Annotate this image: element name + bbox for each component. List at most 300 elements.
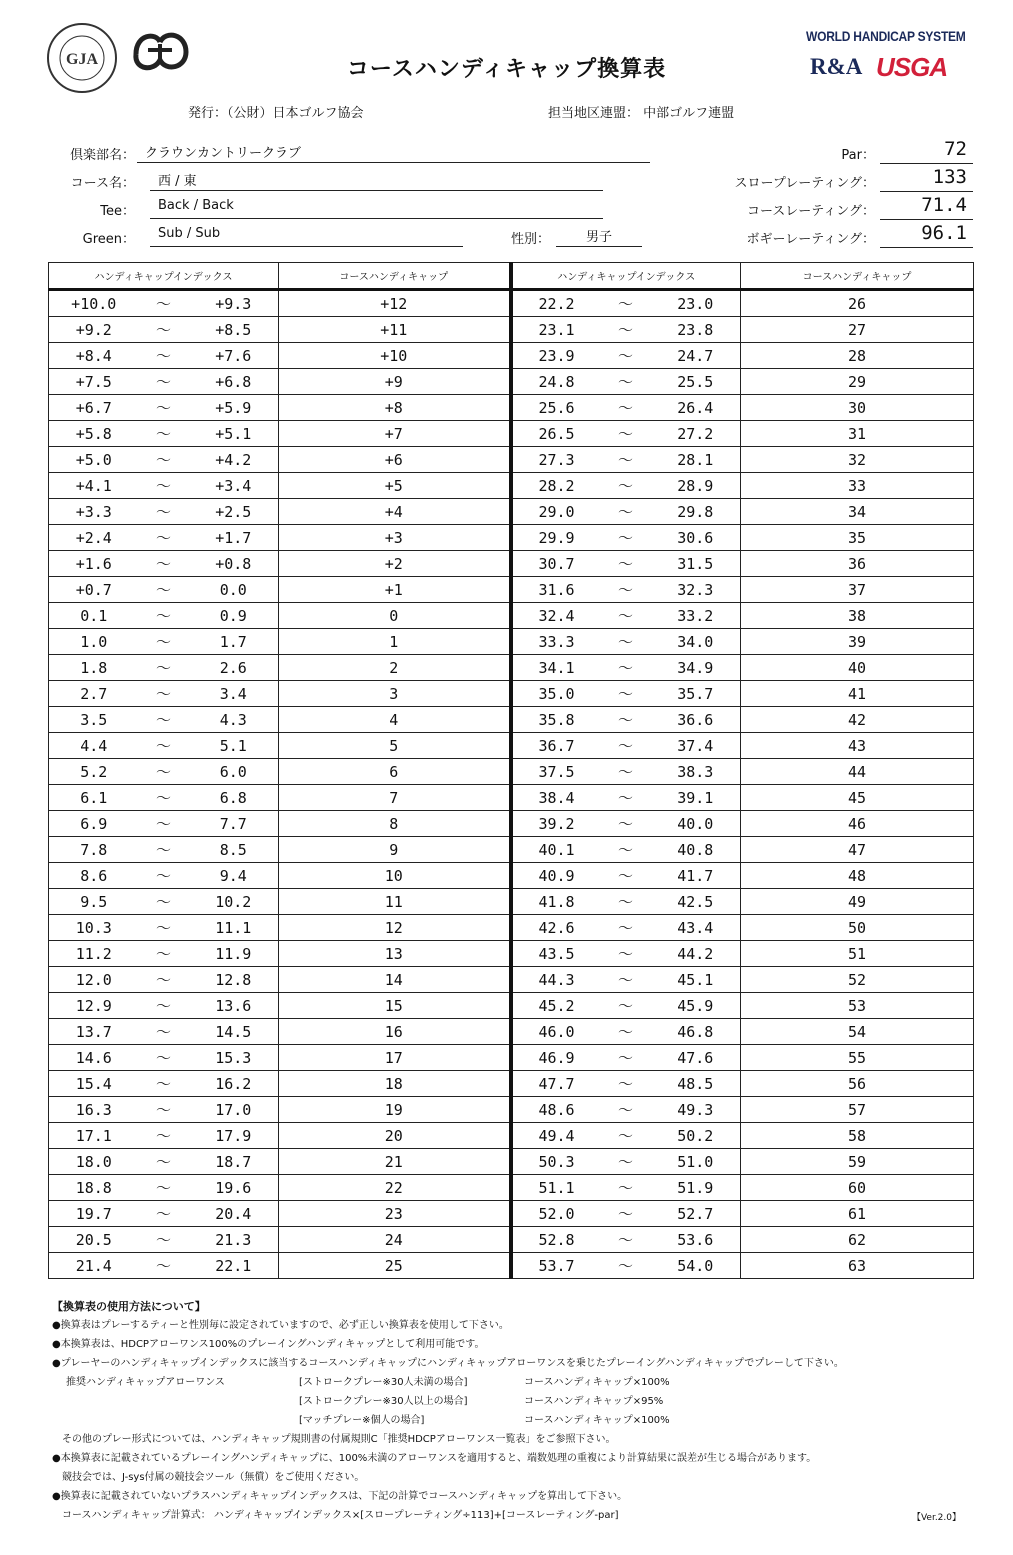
tilde: ～ [601, 629, 651, 655]
range-low-right: 53.7 [511, 1253, 601, 1279]
tilde: ～ [139, 577, 189, 603]
range-high-right: 43.4 [651, 915, 741, 941]
range-high-left: 19.6 [189, 1175, 279, 1201]
table-row [49, 1227, 974, 1253]
course-handicap-right: 35 [741, 525, 974, 551]
range-high-left: +3.4 [189, 473, 279, 499]
course-handicap-left: 6 [279, 759, 511, 785]
range-low-right: 36.7 [511, 733, 601, 759]
tilde: ～ [139, 941, 189, 967]
tilde: ～ [601, 577, 651, 603]
range-high-right: 23.8 [651, 317, 741, 343]
course-handicap-left: 18 [279, 1071, 511, 1097]
tilde: ～ [601, 290, 651, 317]
tilde: ～ [139, 1227, 189, 1253]
course-handicap-left: 15 [279, 993, 511, 1019]
range-low-right: 28.2 [511, 473, 601, 499]
range-low-left: 16.3 [49, 1097, 139, 1123]
range-low-right: 50.3 [511, 1149, 601, 1175]
range-low-right: 24.8 [511, 369, 601, 395]
table-row [49, 343, 974, 369]
course-handicap-right: 38 [741, 603, 974, 629]
table-row [49, 863, 974, 889]
course-handicap-right: 60 [741, 1175, 974, 1201]
course-handicap-right: 40 [741, 655, 974, 681]
range-high-left: 11.1 [189, 915, 279, 941]
course-handicap-right: 61 [741, 1201, 974, 1227]
note-7: ●換算表に記載されていないプラスハンディキャップインデックスは、下記の計算でコースハンディキャップを算出して下さい。 [52, 1491, 628, 1502]
table-header-row [49, 263, 974, 290]
tilde: ～ [601, 473, 651, 499]
range-high-right: 38.3 [651, 759, 741, 785]
range-low-right: 44.3 [511, 967, 601, 993]
table-row [49, 1071, 974, 1097]
par-label: Par： [841, 148, 875, 163]
course-handicap-right: 30 [741, 395, 974, 421]
course-handicap-right: 39 [741, 629, 974, 655]
tilde: ～ [601, 1019, 651, 1045]
range-low-right: 51.1 [511, 1175, 601, 1201]
bogey-rating-value: 96.1 [880, 222, 973, 248]
tilde: ～ [139, 837, 189, 863]
table-row [49, 603, 974, 629]
tilde: ～ [601, 967, 651, 993]
range-high-right: 32.3 [651, 577, 741, 603]
allowance-3-value: コースハンディキャップ×100% [524, 1415, 670, 1426]
range-low-right: 37.5 [511, 759, 601, 785]
allowance-3-label: [マッチプレー※個人の場合] [299, 1415, 425, 1426]
tilde: ～ [139, 1019, 189, 1045]
table-row [49, 1175, 974, 1201]
gender-value: 男子 [556, 226, 642, 247]
range-low-right: 31.6 [511, 577, 601, 603]
range-high-left: +4.2 [189, 447, 279, 473]
range-high-right: 23.0 [651, 290, 741, 317]
range-low-left: 13.7 [49, 1019, 139, 1045]
range-low-right: 40.1 [511, 837, 601, 863]
tilde: ～ [139, 811, 189, 837]
range-high-left: +7.6 [189, 343, 279, 369]
range-high-right: 48.5 [651, 1071, 741, 1097]
range-high-right: 47.6 [651, 1045, 741, 1071]
course-handicap-left: 16 [279, 1019, 511, 1045]
course-handicap-left: 25 [279, 1253, 511, 1279]
table-row [49, 1097, 974, 1123]
range-high-left: 0.0 [189, 577, 279, 603]
range-high-left: +9.3 [189, 290, 279, 317]
range-low-left: 11.2 [49, 941, 139, 967]
tilde: ～ [601, 759, 651, 785]
course-label: コース名： [70, 176, 135, 191]
range-low-right: 33.3 [511, 629, 601, 655]
tilde: ～ [139, 863, 189, 889]
tilde: ～ [601, 941, 651, 967]
tilde: ～ [139, 551, 189, 577]
range-high-left: 18.7 [189, 1149, 279, 1175]
range-high-left: +8.5 [189, 317, 279, 343]
table-row [49, 1123, 974, 1149]
tilde: ～ [139, 317, 189, 343]
range-low-left: 17.1 [49, 1123, 139, 1149]
range-high-left: 17.0 [189, 1097, 279, 1123]
table-row [49, 290, 974, 317]
course-handicap-left: 0 [279, 603, 511, 629]
range-low-right: 46.9 [511, 1045, 601, 1071]
club-name: クラウンカントリークラブ [137, 142, 650, 163]
range-low-right: 49.4 [511, 1123, 601, 1149]
range-low-right: 39.2 [511, 811, 601, 837]
tilde: ～ [139, 1201, 189, 1227]
club-label: 倶楽部名： [69, 148, 135, 163]
range-high-left: 11.9 [189, 941, 279, 967]
range-high-left: +5.1 [189, 421, 279, 447]
course-handicap-right: 37 [741, 577, 974, 603]
tilde: ～ [601, 1201, 651, 1227]
range-high-left: 9.4 [189, 863, 279, 889]
allowance-1-label: [ストロークプレー※30人未満の場合] [299, 1377, 468, 1388]
tilde: ～ [139, 525, 189, 551]
range-low-left: 12.9 [49, 993, 139, 1019]
range-high-left: 6.8 [189, 785, 279, 811]
header-index-right: ハンディキャップインデックス [511, 263, 741, 290]
course-handicap-right: 47 [741, 837, 974, 863]
table-row [49, 655, 974, 681]
range-low-left: 6.1 [49, 785, 139, 811]
range-high-right: 34.0 [651, 629, 741, 655]
course-handicap-right: 62 [741, 1227, 974, 1253]
course-handicap-right: 45 [741, 785, 974, 811]
range-low-left: 14.6 [49, 1045, 139, 1071]
course-handicap-left: 9 [279, 837, 511, 863]
tilde: ～ [601, 915, 651, 941]
course-handicap-left: 22 [279, 1175, 511, 1201]
course-handicap-right: 49 [741, 889, 974, 915]
table-row [49, 759, 974, 785]
range-high-left: 16.2 [189, 1071, 279, 1097]
range-low-right: 34.1 [511, 655, 601, 681]
note-6: 競技会では、J-sys付属の競技会ツール（無償）をご使用ください。 [62, 1472, 365, 1483]
range-low-left: 18.8 [49, 1175, 139, 1201]
page-title: コースハンディキャップ換算表 [346, 57, 667, 82]
range-low-left: 10.3 [49, 915, 139, 941]
course-handicap-left: +1 [279, 577, 511, 603]
table-row [49, 837, 974, 863]
tilde: ～ [139, 421, 189, 447]
tilde: ～ [139, 395, 189, 421]
tilde: ～ [601, 1253, 651, 1279]
range-low-left: +6.7 [49, 395, 139, 421]
course-handicap-right: 54 [741, 1019, 974, 1045]
course-handicap-left: 21 [279, 1149, 511, 1175]
range-low-right: 22.2 [511, 290, 601, 317]
table-row [49, 915, 974, 941]
allowance-row-3 [52, 1411, 972, 1430]
range-high-left: 7.7 [189, 811, 279, 837]
course-handicap-right: 48 [741, 863, 974, 889]
course-handicap-right: 41 [741, 681, 974, 707]
range-low-left: 2.7 [49, 681, 139, 707]
range-low-right: 23.1 [511, 317, 601, 343]
tilde: ～ [601, 1175, 651, 1201]
range-low-right: 29.0 [511, 499, 601, 525]
course-handicap-left: +9 [279, 369, 511, 395]
course-handicap-right: 42 [741, 707, 974, 733]
tilde: ～ [139, 629, 189, 655]
range-low-left: 4.4 [49, 733, 139, 759]
tilde: ～ [139, 1045, 189, 1071]
range-low-right: 42.6 [511, 915, 601, 941]
range-high-right: 37.4 [651, 733, 741, 759]
table-row [49, 395, 974, 421]
tilde: ～ [601, 785, 651, 811]
usga-logo: USGA [876, 52, 948, 82]
note-8-formula: コースハンディキャップ計算式： ハンディキャップインデックス×[スロープレーティング÷113]+[コースレーティング-par] [62, 1510, 619, 1521]
slope-label: スロープレーティング： [734, 176, 875, 191]
course-handicap-left: +4 [279, 499, 511, 525]
range-high-left: 13.6 [189, 993, 279, 1019]
range-high-right: 26.4 [651, 395, 741, 421]
range-high-left: 8.5 [189, 837, 279, 863]
course-handicap-left: 2 [279, 655, 511, 681]
range-high-left: 3.4 [189, 681, 279, 707]
range-high-left: 17.9 [189, 1123, 279, 1149]
note-4: その他のプレー形式については、ハンディキャップ規則書の付属規則C「推奨HDCPアローワンス一覧表」をご参照下さい。 [62, 1434, 616, 1445]
range-high-right: 36.6 [651, 707, 741, 733]
range-low-right: 25.6 [511, 395, 601, 421]
range-high-left: 1.7 [189, 629, 279, 655]
range-high-left: 22.1 [189, 1253, 279, 1279]
range-high-right: 28.1 [651, 447, 741, 473]
tilde: ～ [601, 863, 651, 889]
course-handicap-right: 36 [741, 551, 974, 577]
range-low-left: 18.0 [49, 1149, 139, 1175]
table-row [49, 525, 974, 551]
course-handicap-right: 27 [741, 317, 974, 343]
tilde: ～ [139, 681, 189, 707]
tilde: ～ [139, 1123, 189, 1149]
course-rating-value: 71.4 [880, 194, 973, 220]
course-handicap-right: 32 [741, 447, 974, 473]
table-row [49, 967, 974, 993]
range-low-left: 15.4 [49, 1071, 139, 1097]
tilde: ～ [601, 551, 651, 577]
range-low-right: 35.8 [511, 707, 601, 733]
range-low-right: 47.7 [511, 1071, 601, 1097]
course-handicap-right: 34 [741, 499, 974, 525]
usage-notes [52, 1297, 972, 1525]
course-rating-label: コースレーティング： [746, 204, 875, 219]
publisher: 発行：（公財）日本ゴルフ協会 [188, 106, 364, 121]
range-high-right: 28.9 [651, 473, 741, 499]
range-high-left: +6.8 [189, 369, 279, 395]
tilde: ～ [601, 993, 651, 1019]
gender-label: 性別： [510, 232, 550, 247]
header-ch-left: コースハンディキャップ [279, 263, 511, 290]
table-row [49, 447, 974, 473]
course-handicap-left: +7 [279, 421, 511, 447]
course-handicap-left: 5 [279, 733, 511, 759]
table-row [49, 785, 974, 811]
range-high-right: 34.9 [651, 655, 741, 681]
range-high-left: 4.3 [189, 707, 279, 733]
tilde: ～ [601, 525, 651, 551]
table-row [49, 551, 974, 577]
tilde: ～ [139, 1175, 189, 1201]
table-row [49, 1149, 974, 1175]
course-handicap-left: 11 [279, 889, 511, 915]
course-handicap-right: 29 [741, 369, 974, 395]
version-label: 【Ver.2.0】 [911, 1513, 961, 1523]
range-low-right: 48.6 [511, 1097, 601, 1123]
tilde: ～ [601, 889, 651, 915]
range-high-right: 51.9 [651, 1175, 741, 1201]
range-high-right: 33.2 [651, 603, 741, 629]
course-handicap-right: 26 [741, 290, 974, 317]
header-index-left: ハンディキャップインデックス [49, 263, 279, 290]
table-row [49, 1045, 974, 1071]
table-row [49, 1253, 974, 1279]
course-handicap-left: 4 [279, 707, 511, 733]
course-handicap-left: +2 [279, 551, 511, 577]
range-low-left: +10.0 [49, 290, 139, 317]
range-high-right: 24.7 [651, 343, 741, 369]
tilde: ～ [601, 1149, 651, 1175]
range-high-right: 44.2 [651, 941, 741, 967]
course-name: 西 / 東 [150, 170, 603, 191]
course-handicap-right: 53 [741, 993, 974, 1019]
tilde: ～ [601, 681, 651, 707]
table-row [49, 317, 974, 343]
table-row [49, 941, 974, 967]
tilde: ～ [139, 655, 189, 681]
range-low-left: 1.8 [49, 655, 139, 681]
range-high-right: 29.8 [651, 499, 741, 525]
course-handicap-right: 51 [741, 941, 974, 967]
course-handicap-right: 33 [741, 473, 974, 499]
range-high-right: 49.3 [651, 1097, 741, 1123]
course-handicap-right: 58 [741, 1123, 974, 1149]
tilde: ～ [139, 1149, 189, 1175]
course-handicap-left: 7 [279, 785, 511, 811]
range-high-left: 5.1 [189, 733, 279, 759]
course-handicap-left: 1 [279, 629, 511, 655]
range-low-left: 19.7 [49, 1201, 139, 1227]
range-high-left: 10.2 [189, 889, 279, 915]
table-row [49, 889, 974, 915]
range-high-right: 42.5 [651, 889, 741, 915]
tilde: ～ [601, 733, 651, 759]
range-low-right: 32.4 [511, 603, 601, 629]
tilde: ～ [601, 655, 651, 681]
bogey-rating-label: ボギーレーティング： [746, 232, 875, 247]
range-low-left: 12.0 [49, 967, 139, 993]
tilde: ～ [139, 1071, 189, 1097]
tilde: ～ [601, 837, 651, 863]
tilde: ～ [601, 1123, 651, 1149]
green-label: Green： [82, 232, 135, 247]
course-handicap-left: 8 [279, 811, 511, 837]
range-high-left: +5.9 [189, 395, 279, 421]
whs-logo-text: WORLD HANDICAP SYSTEM [806, 28, 966, 44]
allowance-title: 推奨ハンディキャップアローワンス [66, 1377, 225, 1388]
range-low-left: +8.4 [49, 343, 139, 369]
range-high-right: 25.5 [651, 369, 741, 395]
range-high-right: 45.1 [651, 967, 741, 993]
tilde: ～ [139, 889, 189, 915]
course-handicap-right: 59 [741, 1149, 974, 1175]
allowance-row-2 [52, 1392, 972, 1411]
range-low-left: +4.1 [49, 473, 139, 499]
course-handicap-right: 63 [741, 1253, 974, 1279]
region-federation: 担当地区連盟： 中部ゴルフ連盟 [548, 106, 735, 121]
tilde: ～ [601, 317, 651, 343]
range-low-left: 0.1 [49, 603, 139, 629]
range-high-right: 39.1 [651, 785, 741, 811]
range-high-left: 6.0 [189, 759, 279, 785]
tee-label: Tee： [100, 204, 135, 219]
range-low-right: 45.2 [511, 993, 601, 1019]
tilde: ～ [139, 993, 189, 1019]
course-handicap-left: 20 [279, 1123, 511, 1149]
range-high-left: 12.8 [189, 967, 279, 993]
range-high-left: 2.6 [189, 655, 279, 681]
range-high-left: 21.3 [189, 1227, 279, 1253]
conversion-table [48, 262, 974, 1279]
range-high-right: 40.0 [651, 811, 741, 837]
range-low-left: +5.8 [49, 421, 139, 447]
header-ch-right: コースハンディキャップ [741, 263, 974, 290]
range-low-left: 5.2 [49, 759, 139, 785]
note-3: ●プレーヤーのハンディキャップインデックスに該当するコースハンディキャップにハンディキャップアローワンスを乗じたプレーイングハンディキャップでプレーして下さい。 [52, 1358, 844, 1369]
tilde: ～ [139, 343, 189, 369]
course-handicap-left: +10 [279, 343, 511, 369]
course-handicap-left: 23 [279, 1201, 511, 1227]
course-handicap-right: 46 [741, 811, 974, 837]
table-row [49, 681, 974, 707]
range-low-left: +5.0 [49, 447, 139, 473]
table-row [49, 1201, 974, 1227]
par-value: 72 [880, 138, 973, 164]
range-high-right: 46.8 [651, 1019, 741, 1045]
tilde: ～ [139, 915, 189, 941]
tee-value: Back / Back [150, 198, 603, 219]
range-low-left: 21.4 [49, 1253, 139, 1279]
range-low-right: 26.5 [511, 421, 601, 447]
ra-logo: R&A [810, 54, 863, 79]
slope-value: 133 [880, 166, 973, 192]
range-low-left: 3.5 [49, 707, 139, 733]
range-low-right: 23.9 [511, 343, 601, 369]
tilde: ～ [601, 447, 651, 473]
course-handicap-right: 28 [741, 343, 974, 369]
range-high-right: 31.5 [651, 551, 741, 577]
tilde: ～ [139, 473, 189, 499]
course-handicap-right: 55 [741, 1045, 974, 1071]
range-high-right: 35.7 [651, 681, 741, 707]
range-low-left: 20.5 [49, 1227, 139, 1253]
tilde: ～ [139, 290, 189, 317]
allowance-2-value: コースハンディキャップ×95% [524, 1396, 664, 1407]
range-high-left: +0.8 [189, 551, 279, 577]
note-1: ●換算表はプレーするティーと性別毎に設定されていますので、必ず正しい換算表を使用して下さい。 [52, 1320, 509, 1331]
course-handicap-right: 44 [741, 759, 974, 785]
range-low-left: +0.7 [49, 577, 139, 603]
table-row [49, 1019, 974, 1045]
course-handicap-left: +11 [279, 317, 511, 343]
table-row [49, 499, 974, 525]
range-low-right: 30.7 [511, 551, 601, 577]
range-high-right: 45.9 [651, 993, 741, 1019]
